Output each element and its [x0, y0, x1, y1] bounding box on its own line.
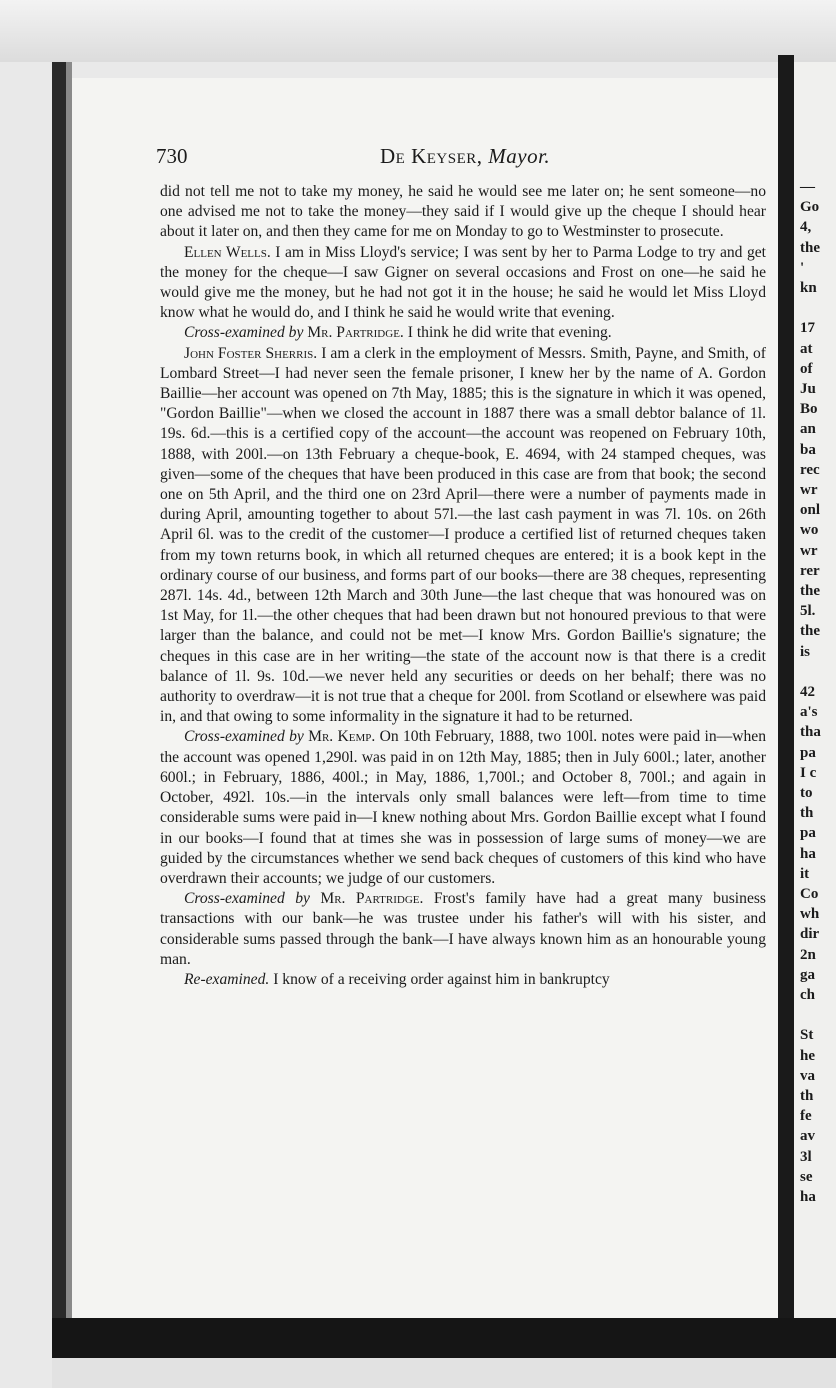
facing-page-fragment: dir	[800, 926, 820, 943]
facing-page-fragment: 5l.	[800, 603, 816, 620]
facing-page-fragment: a's	[800, 704, 818, 721]
facing-page-fragment: I c	[800, 764, 817, 781]
paragraph-text: I am a clerk in the employment of Messrs. Smith, Payne, and Smith, of Lombard Street—I had never seen the female prisoner, I knew her by the name of A. Gordon Baillie—her account was opened on 7th May, 1885; this is the signature in which it was opened, "Gordon Baillie"—when we closed the account in 1887 there was a small debtor balance of 1l. 19s. 6d.—this is a certified copy of the account—the account was reopened on February 10th, 1888, with 200l.—on 13th February a cheque-book, E. 4694, with 24 stamped cheques, was given—some of the cheques that have been produced in this case are from that book; the second one on 5th April, and the third one on 23rd April—there were a number of payments made in during April, amounting together to about 57l.—the last cash payment in was 7l. 10s. on 26th April 6l. was to the credit of the customer—I produce a certified list of returned cheques taken from my town returns book, in which all returned cheques are entered; it is a book kept in the ordinary course of our business, and forms part of our books—there are 38 cheques, representing 287l. 14s. 4d., between 12th March and 30th June—the last cheque that was honoured was on 1st May, for 1l.—the other cheques that had been drawn but not honoured previous to that were larger than the balance, and could not be met—I know Mrs. Gordon Baillie's signature; the cheques in this case are in her writing—the state of the account now is that there is a credit balance of 1l. 9s. 10d.—we never held any securities or deeds on her behalf; there was no authority to overdraw—it is not true that a cheque for 200l. from Scotland or elsewhere was paid in, and that owing to some informality in the signature it had to be returned.	[160, 344, 766, 726]
examination-lead: Re-examined.	[184, 970, 270, 988]
facing-page-fragment: '	[800, 259, 805, 276]
facing-page-fragment: onl	[800, 502, 821, 519]
paragraph-4	[160, 344, 766, 728]
witness-name: John Foster Sherris.	[184, 344, 318, 362]
facing-page-fragment: wr	[800, 482, 818, 498]
examination-lead: Cross-examined by	[184, 324, 304, 342]
facing-page-fragment: 2n	[800, 946, 816, 963]
running-title-name: De Keyser,	[380, 144, 483, 168]
facing-page-fragment: ba	[800, 441, 816, 458]
facing-page-fragment: Bo	[800, 401, 818, 418]
facing-page-fragment: ha	[800, 845, 816, 862]
paragraph-2	[160, 243, 766, 324]
facing-page-fragment: the	[800, 623, 820, 640]
facing-page-fragment: th	[800, 1088, 814, 1104]
running-title-office: Mayor.	[488, 144, 551, 168]
binding-shadow-bottom	[52, 1318, 836, 1358]
counsel-name: Mr. Kemp.	[308, 728, 376, 746]
facing-page-fragment: pa	[800, 744, 816, 761]
paragraph-5	[160, 727, 766, 889]
examination-lead: Cross-examined by	[184, 728, 304, 746]
facing-page-fragment: an	[800, 421, 816, 438]
facing-page-fragment: Co	[800, 886, 819, 902]
facing-page-fragment: av	[800, 1128, 815, 1145]
witness-name: Ellen Wells.	[184, 243, 271, 261]
paragraph-text: did not tell me not to take my money, he said he would see me later on; he sent someone—no one advised me not to take the money—they said if I would give up the cheque I should hear about it later on, and then they came for me on Monday to go to Westminster to prosecute.	[160, 183, 766, 241]
facing-page-fragment: 17	[800, 320, 815, 337]
facing-page-fragment: the	[800, 583, 820, 599]
paragraph-3	[160, 323, 766, 343]
paragraph-7	[160, 970, 766, 990]
paragraph-6	[160, 889, 766, 970]
facing-page-fragment: kn	[800, 280, 817, 296]
counsel-name: Mr. Partridge.	[307, 324, 404, 342]
paragraph-text: I am in Miss Lloyd's service; I was sent by her to Parma Lodge to try and get the money for the cheque—I saw Gigner on several occasions and Frost on one—he said he would give me the money, but he had not got it in the house; he said he would let Miss Lloyd know what he would do, and I think he said he would write that evening.	[160, 243, 767, 322]
top-margin	[0, 0, 836, 62]
facing-page-fragment: se	[800, 1168, 813, 1185]
page-body	[160, 182, 766, 990]
facing-page-fragment: St	[800, 1027, 814, 1044]
facing-page-fragment: Go	[800, 199, 820, 216]
paragraph-text: I know of a receiving order against him in bankruptcy	[273, 970, 610, 988]
facing-page-fragment: wh	[800, 906, 820, 923]
facing-page-fragment: —	[800, 179, 815, 195]
paragraph-1	[160, 182, 766, 243]
facing-page-fragment: 4,	[800, 219, 812, 236]
facing-page-fragment: wo	[800, 522, 819, 539]
running-title	[380, 144, 550, 169]
running-head	[156, 140, 766, 172]
binding-shadow-left	[52, 62, 66, 1330]
facing-page-fragment: at	[800, 340, 813, 357]
counsel-name: Mr. Partridge.	[320, 890, 424, 908]
facing-page-fragment: 3l	[800, 1148, 812, 1165]
facing-page-fragment: the	[800, 239, 820, 256]
paragraph-text: Frost's family have had a great many business transactions with our bank—he was trustee under his father's will with his sister, and considerable sums passed through the bank—I have always known him as an honourable young man.	[160, 890, 766, 968]
facing-page-fragment: ch	[800, 987, 815, 1003]
facing-page-fragment: fe	[800, 1108, 812, 1125]
facing-page-fragment: rec	[800, 461, 820, 478]
facing-page-fragment: wr	[800, 542, 818, 559]
facing-page-fragment: ga	[800, 966, 815, 983]
facing-page-fragment: rer	[800, 562, 820, 579]
facing-page-fragment: he	[800, 1047, 815, 1064]
facing-page-fragment: of	[800, 360, 813, 377]
facing-page-fragment: pa	[800, 825, 816, 842]
paragraph-text: On 10th February, 1888, two 100l. notes were paid in—when the account was opened 1,290l. was paid in on 12th May, 1885; then in July 600l.; later, another 600l.; in February, 1886, 400l.; in May, 1886, 1,700l.; and October 8, 700l.; and again in October, 492l. 10s.—in the intervals only small balances were left—from time to time considerable sums were paid in—I knew nothing about Mrs. Gordon Baillie except what I found in our books—I found that at times she was in possession of large sums of money—we are guided by the circumstances whether we send back cheques of customers of this kind who have overdrawn their accounts; we judge of our customers.	[160, 728, 766, 887]
book-gutter	[778, 55, 794, 1345]
facing-page-fragment: va	[800, 1067, 815, 1084]
examination-lead: Cross-examined by	[184, 890, 310, 908]
facing-page-fragment: is	[800, 643, 811, 660]
facing-page-fragment: 42	[800, 684, 815, 700]
facing-page-edge	[794, 62, 836, 1318]
facing-page-fragment: tha	[800, 724, 821, 741]
paragraph-text: I think he did write that evening.	[407, 324, 612, 342]
facing-page-fragment: ha	[800, 1189, 816, 1205]
facing-page-fragment: to	[800, 785, 813, 801]
facing-page-fragment: th	[800, 805, 814, 822]
bottom-margin	[52, 1358, 836, 1388]
facing-page-fragment: Ju	[800, 381, 816, 397]
page-number: 730	[156, 144, 188, 168]
facing-page-fragment: it	[800, 865, 810, 882]
